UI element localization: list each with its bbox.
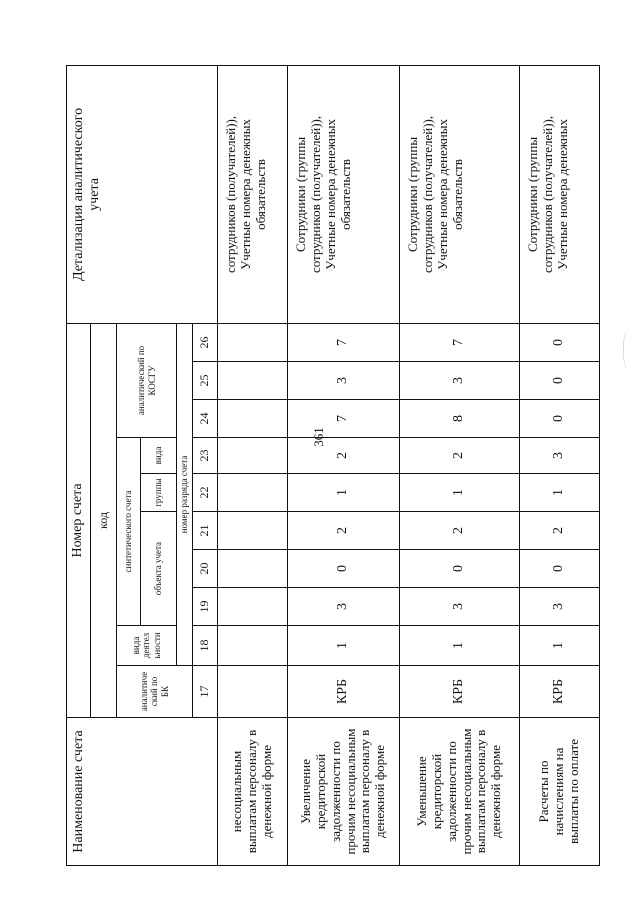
cell-value [218, 362, 288, 400]
col-number: 20 [193, 550, 218, 588]
cell-value [218, 588, 288, 626]
cell-value: КРБ [400, 666, 520, 718]
cell-value: 1 [520, 626, 600, 666]
account-name: Расчеты по начислениям на выплаты по оплате [520, 718, 600, 866]
header-account-number: Номер счета [67, 323, 91, 717]
cell-value: 0 [520, 400, 600, 438]
cell-value: 0 [400, 550, 520, 588]
analytic-detail: Сотрудники (группы сотрудников (получателей)), Учетные номера денежных [520, 65, 600, 323]
table-row [520, 65, 600, 865]
cell-value [218, 438, 288, 474]
header-analytic-bk: аналитиче ский по БК [117, 666, 193, 718]
account-name: Увеличение кредиторской задолженности по прочим несоциальным выплатам персоналу в денежной форме [288, 718, 400, 866]
cell-value: КРБ [288, 666, 400, 718]
cell-value: 2 [400, 438, 520, 474]
col-number: 18 [193, 626, 218, 666]
header-kind: вида [141, 438, 177, 474]
col-number: 25 [193, 362, 218, 400]
cell-value [218, 400, 288, 438]
cell-value: 3 [400, 588, 520, 626]
cell-value: 3 [288, 588, 400, 626]
cell-value [218, 626, 288, 666]
cell-value: 2 [288, 438, 400, 474]
cell-value: 8 [400, 400, 520, 438]
cell-value: 1 [288, 626, 400, 666]
col-number: 23 [193, 438, 218, 474]
cell-value: 3 [400, 362, 520, 400]
col-number: 17 [193, 666, 218, 718]
header-kosgu: аналитический по КОСГУ [117, 323, 177, 437]
page-number: 361 [311, 427, 326, 447]
page-fold-mark [623, 330, 638, 370]
analytic-detail: сотрудников (получателей)), Учетные номера денежных обязательств [218, 65, 288, 323]
col-number: 24 [193, 400, 218, 438]
cell-value: 1 [288, 474, 400, 512]
cell-value: 7 [288, 400, 400, 438]
cell-value: 0 [520, 550, 600, 588]
analytic-detail: Сотрудники (группы сотрудников (получателей)), Учетные номера денежных обязательств [400, 65, 520, 323]
table-row [400, 65, 520, 865]
cell-value [218, 474, 288, 512]
cell-value: 3 [520, 438, 600, 474]
cell-value: 0 [520, 362, 600, 400]
header-analytic-detail: Детализация аналитического учета [67, 65, 218, 323]
col-number: 22 [193, 474, 218, 512]
header-object: объекта учета [141, 512, 177, 626]
cell-value: 1 [400, 474, 520, 512]
cell-value [218, 550, 288, 588]
header-groups: группы [141, 474, 177, 512]
cell-value: 7 [400, 323, 520, 361]
account-name: Уменьшение кредиторской задолженности по прочим несоциальным выплатам персоналу в денежной форме [400, 718, 520, 866]
header-activity-type: вида деятел ьности [117, 626, 177, 666]
col-number: 19 [193, 588, 218, 626]
cell-value: 3 [288, 362, 400, 400]
col-number: 21 [193, 512, 218, 550]
analytic-detail: Сотрудники (группы сотрудников (получателей)), Учетные номера денежных обязательств [288, 65, 400, 323]
cell-value: 1 [400, 626, 520, 666]
cell-value: КРБ [520, 666, 600, 718]
rotated-table-container [66, 66, 581, 866]
cell-value: 2 [520, 512, 600, 550]
account-table [66, 65, 600, 866]
cell-value: 3 [520, 588, 600, 626]
header-code: код [91, 323, 117, 717]
table-row [218, 65, 288, 865]
rotated-page-area [66, 66, 581, 866]
table-row [288, 65, 400, 865]
header-synthetic-account: синтетического счета [117, 438, 141, 626]
cell-value: 2 [400, 512, 520, 550]
cell-value: 1 [520, 474, 600, 512]
header-account-name: Наименование счета [67, 718, 218, 866]
cell-value: 0 [288, 550, 400, 588]
cell-value: 0 [520, 323, 600, 361]
cell-value: 7 [288, 323, 400, 361]
cell-value: 2 [288, 512, 400, 550]
col-number: 26 [193, 323, 218, 361]
header-digit-number: номер разряда счета [177, 323, 193, 665]
cell-value [218, 666, 288, 718]
cell-value [218, 323, 288, 361]
account-name: несоциальным выплатам персоналу в денежной форме [218, 718, 288, 866]
cell-value [218, 512, 288, 550]
